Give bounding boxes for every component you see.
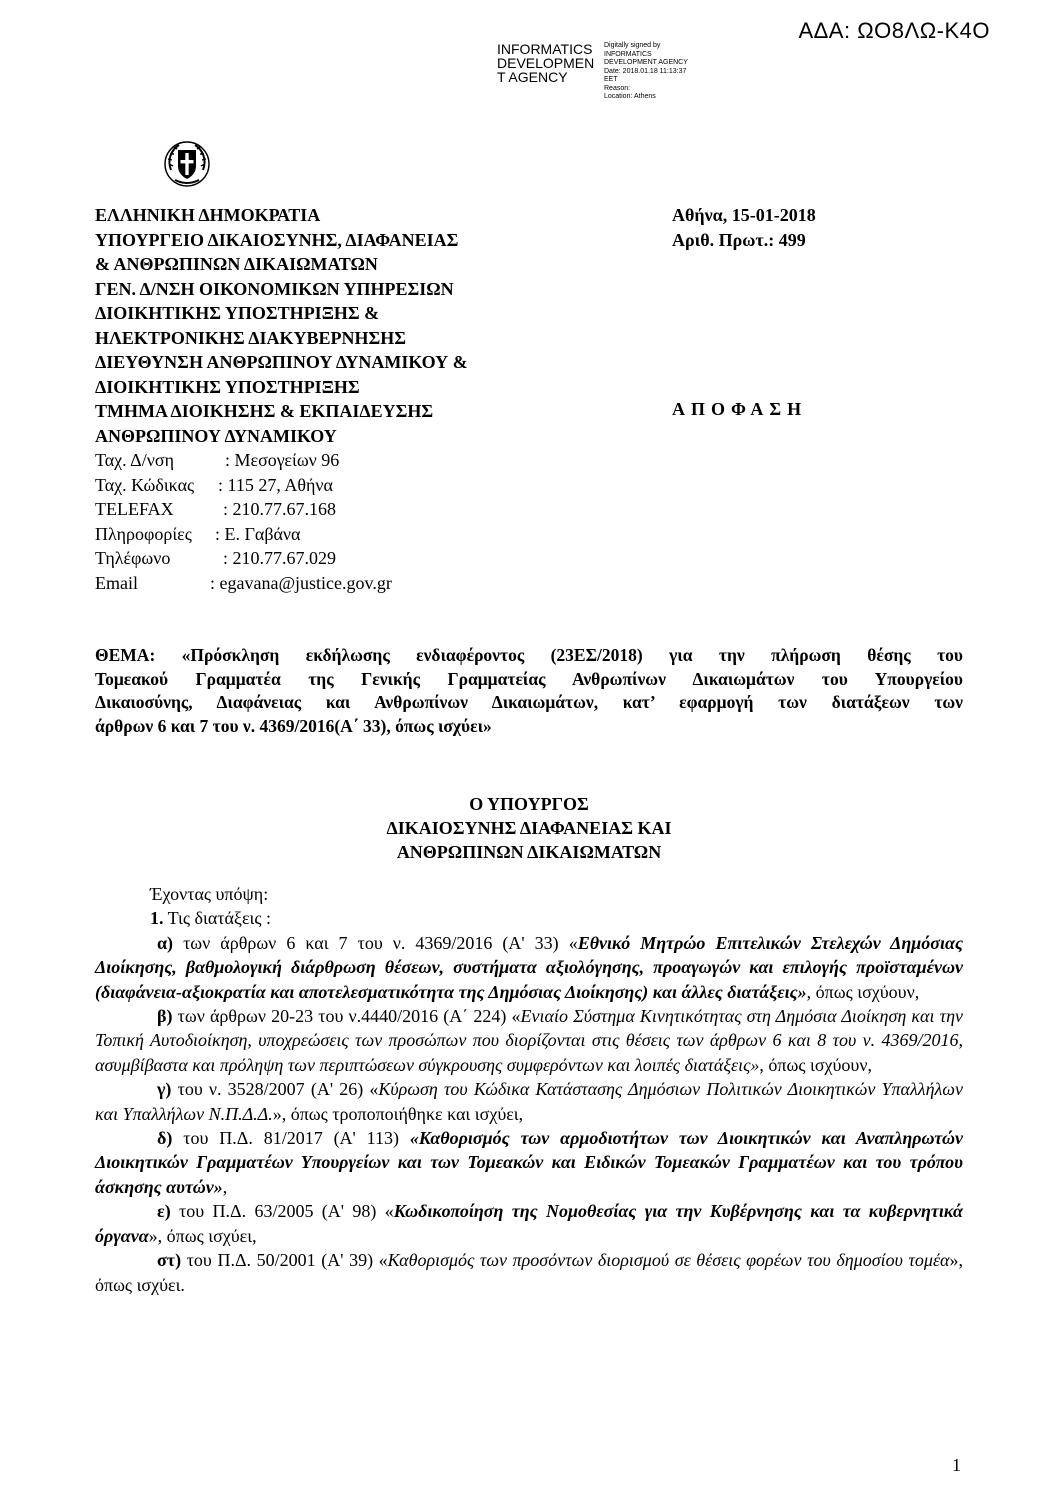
protocol-number: Αριθ. Πρωτ.: 499 [672,229,806,250]
subitem-title: «Καθορισμός των αρμοδιοτήτων των Διοικητικών και Αναπληρωτών Διοικητικών Γραμματέων Υπουργείων και των Τομεακών και Ειδικών Τομεακών Γραμματέων και του τρόπου άσκησης αυτών» [95,1128,963,1197]
signature-detail-line: INFORMATICS [604,50,652,58]
subitem-letter: στ) [157,1250,182,1271]
subitem-ref: των άρθρων 20-23 του ν.4440/2016 (Α΄ 224) « [172,1006,521,1027]
provision-subitem [95,1077,963,1126]
subitem-ref: του Π.Δ. 50/2001 (Α' 39) « [181,1250,388,1271]
subitem-title: Καθορισμός των προσόντων διορισμού σε θέσεις φορέων του δημοσίου τομέα [387,1250,950,1271]
signature-name-line: INFORMATICS [497,41,593,57]
subitem-ref: των άρθρων 6 και 7 του ν. 4369/2016 (Α' 33) « [173,932,578,953]
subitem-tail: », όπως ισχύει, [148,1225,257,1246]
provision-number: 1. [150,908,164,929]
contact-label: Πληροφορίες [95,523,192,544]
contact-label: Ταχ. Κώδικας [95,474,195,495]
provision-subitem [95,1199,963,1248]
subitem-tail: , όπως ισχύουν, [759,1054,872,1075]
contact-value: : 210.77.67.168 [223,499,337,519]
issuer-line: ΗΛΕΚΤΡΟΝΙΚΗΣ ΔΙΑΚΥΒΕΡΝΗΣΗΣ [95,327,407,348]
subject-line: ΘΕΜΑ: «Πρόσκληση εκδήλωσης ενδιαφέροντος (23ΕΣ/2018) για την πλήρωση θέσης του [95,645,963,665]
subitem-title: Κύρωση του Κώδικα Κατάστασης Δημόσιων Πολιτικών Διοικητικών Υπαλλήλων και Υπαλλήλων Ν.Π.Δ.Δ. [95,1079,964,1124]
minister-line: ΑΝΘΡΩΠΙΝΩΝ ΔΙΚΑΙΩΜΑΤΩΝ [396,842,662,862]
subitem-ref: του ν. 3528/2007 (Α' 26) « [171,1079,379,1100]
subitem-ref: του Π.Δ. 63/2005 (Α' 98) « [170,1201,394,1222]
provision-subitem [95,1126,963,1199]
subitem-letter: ε) [157,1201,171,1222]
ada-code: ΑΔΑ: ΩΟ8ΛΩ-Κ4Ο [798,18,990,43]
signature-detail-line: EET [604,76,618,83]
subject-block [95,644,963,738]
contact-label: Ταχ. Δ/νση [95,450,175,470]
issuer-line: ΑΝΘΡΩΠΙΝΟΥ ΔΥΝΑΜΙΚΟΥ [95,425,337,446]
contact-value: : Ε. Γαβάνα [215,523,301,544]
signature-detail-line: Location: Athens [604,93,656,100]
provision-item [95,906,963,930]
greek-coat-of-arms-icon [163,140,211,188]
minister-line: Ο ΥΠΟΥΡΓΟΣ [469,794,589,814]
contact-label: TELEFAX [95,499,174,519]
issuer-line: ΔΙΟΙΚΗΤΙΚΗΣ ΥΠΟΣΤΗΡΙΞΗΣ & [95,303,380,323]
document-date: Αθήνα, 15-01-2018 [672,205,816,225]
subitem-title: Εθνικό Μητρώο Επιτελικών Στελεχών Δημόσιας Διοίκησης, βαθμολογική διάρθρωση θέσεων, συστήματα αξιολόγησης, προαγωγών και επιλογής προϊσταμένων (διαφάνεια-αξιοκρατία και αποτελεσματικότητα της Δημόσιας Διοίκησης) και άλλες διατάξεις» [95,932,963,1002]
issuer-line: ΤΜΗΜΑ ΔΙΟΙΚΗΣΗΣ & ΕΚΠΑΙΔΕΥΣΗΣ [95,401,434,421]
signature-detail-line: DEVELOPMENT AGENCY [604,59,688,66]
subitem-tail: », όπως ισχύει. [95,1250,963,1295]
subject-line: Τομεακού Γραμματέα της Γενικής Γραμματείας Ανθρωπίνων Δικαιωμάτων του Υπουργείου [95,668,963,689]
contact-value: : 210.77.67.029 [223,548,337,568]
digital-signature-details [604,42,688,102]
signature-name-line: DEVELOPMEN [497,55,595,71]
subitem-letter: α) [157,932,174,953]
issuer-line: & ΑΝΘΡΩΠΙΝΩΝ ΔΙΚΑΙΩΜΑΤΩΝ [95,254,378,274]
provision-subitem [95,931,963,1004]
issuer-line: ΔΙΕΥΘΥΝΣΗ ΑΝΘΡΩΠΙΝΟΥ ΔΥΝΑΜΙΚΟΥ & [95,352,468,372]
considering-intro: Έχοντας υπόψη: [150,884,269,904]
issuer-line: ΔΙΟΙΚΗΤΙΚΗΣ ΥΠΟΣΤΗΡΙΞΗΣ [95,376,360,397]
issuer-line: ΓΕΝ. Δ/ΝΣΗ ΟΙΚΟΝΟΜΙΚΩΝ ΥΠΗΡΕΣΙΩΝ [95,278,454,299]
minister-line: ΔΙΚΑΙΟΣΥΝΗΣ ΔΙΑΦΑΝΕΙΑΣ ΚΑΙ [386,818,672,838]
signature-detail-line: Reason: [604,84,631,92]
subitem-letter: γ) [157,1079,172,1100]
provision-subitem [95,1248,963,1297]
subitem-letter: β) [157,1006,173,1027]
contact-value: : 115 27, Αθήνα [218,474,333,495]
provision-text: Τις διατάξεις : [163,908,271,929]
decision-body [95,882,963,1297]
subitem-title: Ενιαίο Σύστημα Κινητικότητας στη Δημόσια Διοίκηση και την Τοπική Αυτοδιοίκηση, υποχρεώσεις των προσώπων που διορίζονται στις θέσεις των άρθρων 6 και 8 του ν. 4369/2016, ασυμβίβαστα και πρόληψη των περιπτώσεων σύγκρουσης συμφερόντων και λοιπές διατάξεις» [95,1006,964,1075]
subitem-ref: του Π.Δ. 81/2017 (Α' 113) [172,1128,410,1149]
issuer-line: ΥΠΟΥΡΓΕΙΟ ΔΙΚΑΙΟΣΥΝΗΣ, ΔΙΑΦΑΝΕΙΑΣ [95,229,459,250]
contact-value: : Μεσογείων 96 [225,450,340,470]
digital-signature-name [497,42,594,84]
subject-line: άρθρων 6 και 7 του ν. 4369/2016(Α΄ 33), όπως ισχύει» [95,715,492,736]
subitem-tail: », όπως τροποποιήθηκε και ισχύει, [272,1103,524,1124]
contact-label: Τηλέφωνο [95,548,171,568]
signature-name-line: T AGENCY [497,69,568,85]
minister-heading [95,792,963,864]
contact-value: : egavana@justice.gov.gr [210,572,392,593]
subject-line: Δικαιοσύνης, Διαφάνειας και Ανθρωπίνων Δικαιωμάτων, κατ’ εφαρμογή των διατάξεων των [95,692,963,712]
subitem-tail: , όπως ισχύουν, [806,981,920,1002]
page-number: 1 [952,1455,961,1475]
provision-subitem [95,1004,963,1077]
subitem-tail: , [222,1176,228,1197]
issuer-header [95,203,468,448]
signature-detail-line: Date: 2018.01.18 11:13:37 [604,67,687,75]
issuer-line: ΕΛΛΗΝΙΚΗ ΔΗΜΟΚΡΑΤΙΑ [95,205,321,225]
date-protocol-block [672,203,816,252]
subitem-title: Κωδικοποίηση της Νομοθεσίας για την Κυβέρνησης και τα κυβερνητικά όργανα [95,1201,963,1246]
subitem-letter: δ) [157,1128,173,1149]
decision-heading: ΑΠΟΦΑΣΗ [672,399,808,419]
signature-detail-line: Digitally signed by [604,42,661,49]
contact-label: Email [95,572,138,593]
